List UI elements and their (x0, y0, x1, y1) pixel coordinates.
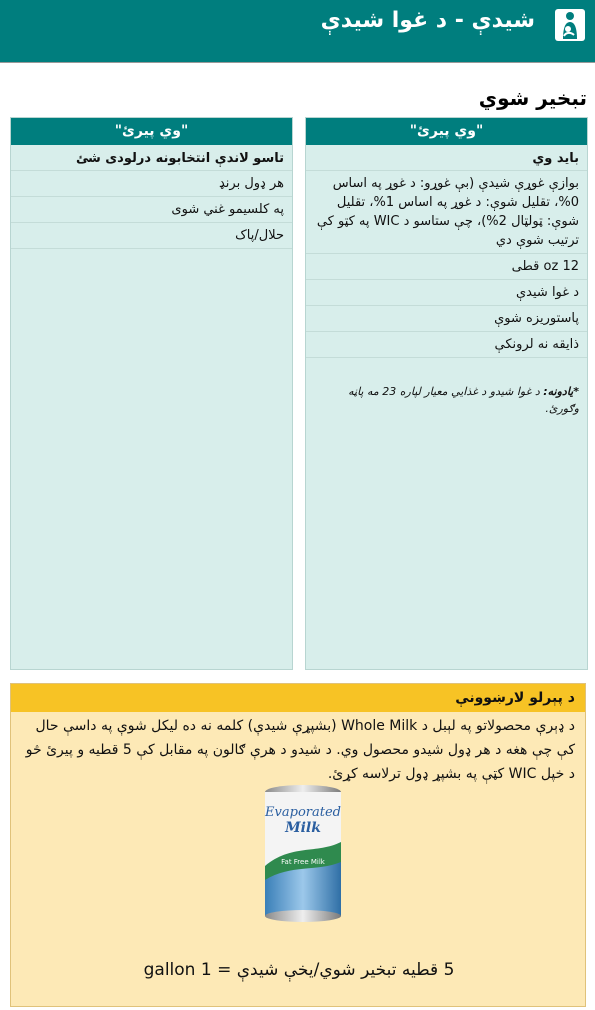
header-bar (0, 0, 595, 62)
can-brand-line1: Evaporated (265, 805, 341, 820)
list-item: ذايقه نه لرونکې (306, 332, 587, 358)
footnote (306, 383, 587, 417)
column-subheading: تاسو لاندې انتخابونه درلودی شئ (11, 145, 292, 171)
tips-body: د ډېرې محصولاتو په لېبل د Whole Milk (بشپړې شيدې) کلمه نه ده ليکل شوې په داسې حال کې چې هغه د هر ډول شيدو محصول وي. د شيدو د هرې ګالون په مقابل کې 5 قطيه و پيرئ څو د خپل WIC کټې په بشپړ ډول ترلاسه کړئ. (25, 718, 575, 782)
column-heading: "وي پيرئ" (306, 118, 587, 145)
section-title: تبخير شوي (478, 86, 587, 110)
page-title: شيدې - د غوا شيدې (320, 8, 535, 33)
list-item: بوازې غوړې شيدې (بې غوړو: د غوړ په اساس 0%، تقليل شوې: د غوړ په اساس 1%، تقليل شوې: ټولټال 2%)، چې ستاسو د WIC په کټو کې ترتيب شوې دي (306, 171, 587, 254)
can-brand-line2: Milk (285, 820, 321, 836)
buy-column-required (305, 117, 588, 670)
conversion-caption: 5 قطيه تبخير شوي/يخې شيدې = 1 gallon (143, 960, 455, 980)
list-item: هر ډول برنډ (11, 171, 292, 197)
header-divider (0, 62, 595, 63)
list-item: په کلسيمو غني شوی (11, 197, 292, 223)
list-item: پاستوريزه شوې (306, 306, 587, 332)
shopping-tips-box (10, 683, 586, 1007)
evaporated-milk-can-image (261, 784, 345, 926)
column-heading: "وي پيرئ" (11, 118, 292, 145)
column-subheading: بايد وي (306, 145, 587, 171)
footnote-label: *يادونه: (543, 385, 579, 398)
list-item: حلال/پاک (11, 223, 292, 249)
footnote-text: د غوا شيدو د غذايي معيار لپاره 23 مه پاڼه وګورئ. (348, 385, 579, 415)
tips-heading: د پېرلو لارښوونې (11, 684, 585, 712)
list-item: 12 oz قطی (306, 254, 587, 280)
buy-column-options (10, 117, 293, 670)
list-item: د غوا شيدې (306, 280, 587, 306)
mother-child-icon (555, 9, 585, 41)
can-label: Fat Free Milk (281, 858, 325, 866)
